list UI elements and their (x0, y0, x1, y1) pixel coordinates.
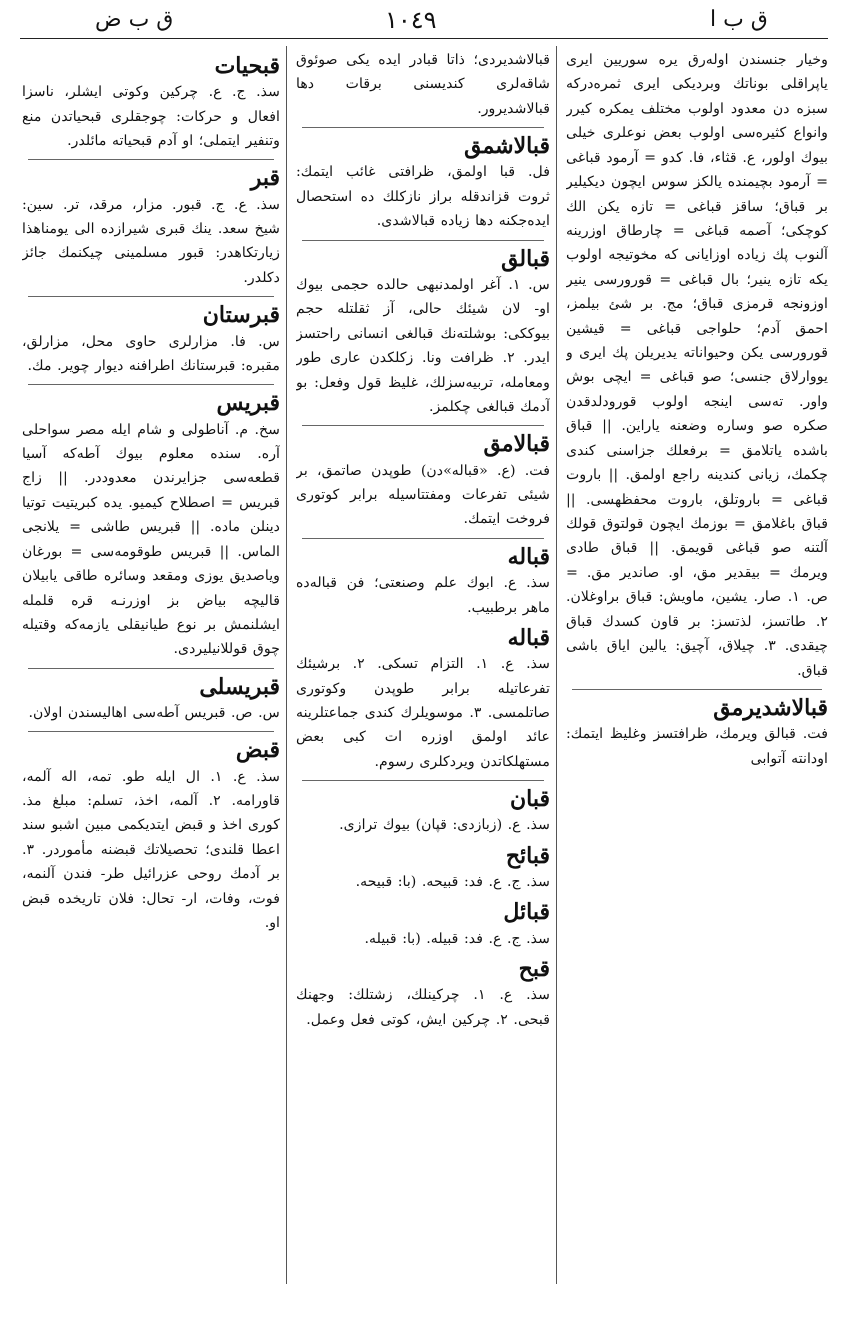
entry-text: وخيار جنسندن اولەرق يره سوريين ايرى ياپراقلى بوناتك وبرديكى ايرى ثمرەدركه سبزه دن معدود اولوب مختلف يمكره كيرر وانواع كثيرەسى اولوب بعض نوعلرى خيلى بيوك اولور، ع. قثاء، فا. كدو = آرمود قباغى = آرمود بچيمنده يالكز سوس ايچون ديكيلير بر قباق؛ ساقز قباغى = تازه يكن الك كوچكى؛ آصمه قباغى = چارطاق اوزرينه آلنوب پك زياده اوزايانى كه مخوتيجه اولوب يكه تازه ينير؛ بال قباغى = قورورسى ينير اوزونجه قرمزى قباق؛ مج. بر شئ بيلمز، احمق آدم؛ حلواجى قباغى = قيشين قورورسى يكن وحيواناته يديريلن پك ايرى و يووارلاق جنسى؛ صو قباغى = ايچى بوش واور. تەسى اينجه اولوب قورودلدقدن صكره صو وساره وضعنه ياراين. || قباق باشده ياتلامق = برفعلك جزاسنى كندى چكمك، زيانى كندينه راجع اولمق. || باروت قباغى = باروتلق، باروت محفظهسى. || قباق باغلامق = بوزمك ايچون قولتوق قولك آلتنه صو قباغى قويمق. || قباق طادى ويرمك = بيقدير مق، او. صاندير مق. = ص. ١. صار. يشين، ماويش: قباق براوغلان. ٢. طاتسز، لذتسز: بر قاون كسدك قباق چيقدى. ٣. چيلاق، آچيق: يالين اياق باشى قباق. (566, 52, 828, 679)
entry-headword: قبح (518, 956, 550, 983)
entry-headword: قبائل (503, 899, 550, 926)
entry-divider (302, 538, 544, 539)
entry-headword: قبض (235, 737, 280, 764)
entry-headword: قبريسلى (199, 673, 280, 700)
dictionary-entry (296, 48, 550, 121)
dictionary-entry (296, 626, 550, 774)
dictionary-entry (22, 303, 280, 378)
entry-headword: قبريس (216, 390, 280, 417)
column-divider-right (556, 46, 557, 1284)
page-header (0, 0, 850, 40)
dictionary-entry (296, 957, 550, 1032)
entry-headword: قبالاشمق (464, 133, 550, 160)
entry-text: سذ. ج. ع. فد: قبيحه. (با: قبيحه. (355, 874, 550, 891)
entry-text: سذ. ع. (زبازدى: قپان) بيوك ترازى. (339, 817, 550, 834)
dictionary-entry (296, 900, 550, 951)
dictionary-entry (296, 247, 550, 420)
column-left (22, 48, 280, 1310)
entry-headword: قبالامق (483, 431, 550, 458)
dictionary-entry (296, 787, 550, 838)
entry-text: سذ. ع. ١. التزام تسكى. ٢. برشيئك تفرعاتيله برابر طوپدن وكوتورى صاتلمسى. ٣. موسويلرك كندى جماعتلرينه عائد اولمق اوزره ات كبى بعض مستهلكاتدن ويردكلرى رسوم. (296, 656, 550, 770)
dictionary-entry (296, 134, 550, 233)
entry-divider (302, 127, 544, 128)
entry-text: سذ. ع. ج. قبور. مزار، مرقد، تر. سين: شيخ سعد. ينك قبرى شيرازده الى يومناهذا زيارتكاهدر: قبور مسلمينى چيكنمك جائز دكلدر. (22, 196, 280, 286)
entry-divider (28, 296, 274, 297)
entry-headword: قبائح (505, 842, 550, 869)
column-middle (296, 48, 550, 1310)
entry-headword: قبان (509, 786, 550, 813)
header-right-guide-word: ق ب ا (710, 7, 768, 32)
dictionary-entry (22, 391, 280, 661)
dictionary-entry (296, 844, 550, 895)
entry-text: فت. قبالق ويرمك، ظرافتسز وغليظ ايتمك: اودانته آتوابى (566, 726, 828, 767)
entry-text: سذ. ج. ع. چركين وكوتى ايشلر، ناسزا افعال و حركات: چوجقلرى قبحياتدن منع وتنفير ايتملى؛ او آدم قبحياته مائلدر. (22, 84, 280, 150)
dictionary-entry (566, 48, 828, 683)
entry-text: سذ. ع. ١. چركينلك، زشتلك: وجهنك قبحى. ٢. چركين ايش، كوتى فعل وعمل. (296, 987, 550, 1028)
entry-divider (28, 384, 274, 385)
entry-text: سخ. م. آناطولى و شام ايله مصر سواحلى آره. سنده معلوم بيوك آطەكه آسيا قطعەسى جزايرندن معدوددر. || زاج قبريس = اصطلاح كيميو. يده كبريتيت توتيا دينلن ماده. || قبريس طاشى = يلانجى الماس. || قبريس طوقومەسى = بورغان وياصديق يوزى ومقعد وسائره طاقى يابيلان قاليچه بياض بز اوزرنـه قره قلمله ايشلنمش بر نوع طيانيقلى يازمەكه وقتيله چوق قوللانيليردى. (22, 421, 280, 658)
dictionary-entry (22, 54, 280, 153)
entry-headword: قباله (507, 624, 550, 651)
entry-headword: قبر (250, 165, 280, 192)
entry-headword: قبرستان (202, 302, 280, 329)
entry-divider (302, 240, 544, 241)
column-right (566, 48, 828, 1310)
dictionary-entry (296, 432, 550, 531)
entry-text: س. فا. مزارلرى حاوى محل، مزارلق، مقبره: قبرستانك اطرافنه ديوار چوير. مك. (22, 333, 280, 374)
entry-divider (302, 780, 544, 781)
dictionary-entry (22, 738, 280, 935)
dictionary-entry (566, 696, 828, 771)
entry-divider (572, 689, 822, 690)
entry-text: سذ. ج. ع. فد: قبيله. (با: قبيله. (364, 930, 550, 947)
entry-headword: قباله (507, 543, 550, 570)
entry-text: فل. قبا اولمق، ظرافتى غائب ايتمك: ثروت قزاندقله براز نازكلك ده استحصال ايدەجكنه دها زياده قبالاشدى. (296, 164, 550, 230)
column-divider-left (286, 46, 287, 1284)
entry-divider (28, 159, 274, 160)
entry-text: س. ص. قبريس آطەسى اهاليسندن اولان. (28, 704, 280, 721)
entry-divider (302, 425, 544, 426)
entry-text: سذ. ع. ١. ال ايله طو. تمه، اله آلمه، قاورامه. ٢. آلمه، اخذ، تسلم: مبلغ مذ. كورى اخذ و قبض ايتديكمى مبين اشبو سند اعطا قلندى؛ تحصيلاتك قبضنه مأموردر. ٣. بر آدمك روحى عزرائيل طر- فندن آلنمه، فوت، وفات، ار- تحال: فلان تاريخده قبض او. (22, 768, 280, 932)
entry-divider (28, 668, 274, 669)
entry-text: سذ. ع. ابوك علم وصنعتى؛ فن قبالەده ماهر برطبيب. (296, 575, 550, 616)
dictionary-entry (296, 545, 550, 620)
dictionary-entry (22, 675, 280, 726)
entry-text: فت. (ع. «قباله»دن) طوپدن صاتمق، بر شيئى تفرعات ومفتتاسيله برابر كوتورى فروخت ايتمك. (296, 462, 550, 528)
entry-text: س. ١. آغر اولمدنبهى حالده حجمى بيوك او- لان شيئك حالى، آز ثقلتله حجم بيوككى: بوشلتەنك قبالغى انسانى راحتسز ايدر. ٢. ظرافت ونا. زكلكدن عارى طور ومعامله، تربيەسزلك، غليظ قول وفعل: بو آدمك قبالغى چكلمز. (296, 276, 550, 416)
entry-headword: قبالق (501, 245, 550, 272)
page-number: ١٠٤٩ (385, 6, 437, 34)
entry-text: قبالاشديردى؛ ذاتا قبادر ايده يكى صوئوق شاقەلرى كنديسنى برقات دها قبالاشديرور. (296, 52, 550, 117)
entry-headword: قبحيات (214, 53, 280, 79)
dictionary-entry (22, 166, 280, 290)
header-rule (20, 38, 828, 39)
entry-headword: قبالاشديرمق (713, 694, 828, 721)
header-left-guide-word: ق ب ض (95, 7, 174, 32)
entry-divider (28, 731, 274, 732)
